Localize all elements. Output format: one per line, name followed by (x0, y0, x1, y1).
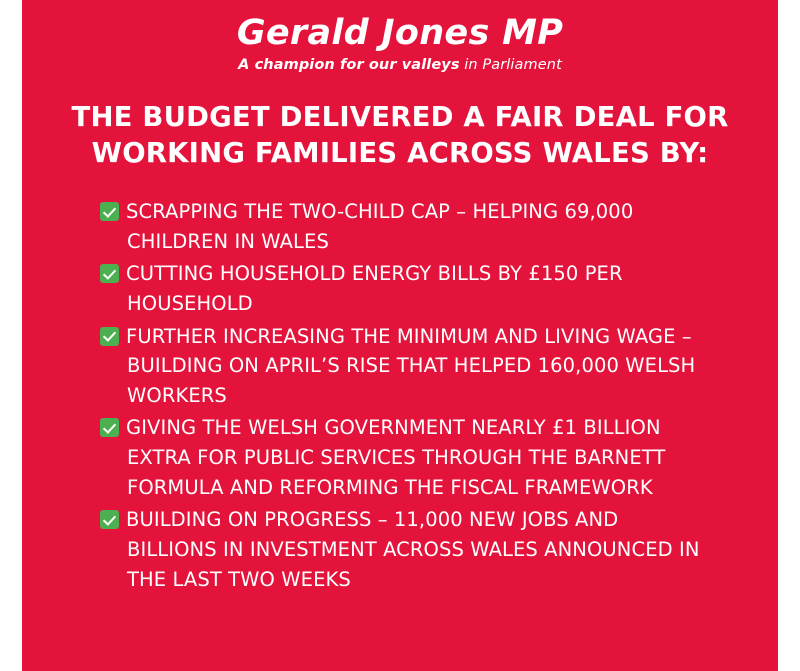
list-item-label: BUILDING ON PROGRESS – 11,000 NEW JOBS AND BILLIONS IN INVESTMENT ACROSS WALES ANNOUNCED IN THE LAST TWO WEEKS (126, 508, 700, 591)
tagline-plain-part: in Parliament (459, 56, 562, 73)
mp-name: Gerald Jones MP (236, 13, 564, 53)
green-check-icon (100, 510, 119, 529)
list-item (100, 197, 708, 256)
list-item (100, 413, 708, 502)
list-item-label: SCRAPPING THE TWO-CHILD CAP – HELPING 69,000 CHILDREN IN WALES (126, 200, 634, 253)
list-item-label: CUTTING HOUSEHOLD ENERGY BILLS BY £150 PER HOUSEHOLD (126, 262, 623, 315)
green-check-icon (100, 202, 119, 221)
green-check-icon (100, 327, 119, 346)
list-item (100, 259, 708, 318)
page-title: THE BUDGET DELIVERED A FAIR DEAL FOR WORKING FAMILIES ACROSS WALES BY: (71, 100, 729, 169)
graphic-header (22, 0, 778, 73)
list-item (100, 322, 708, 411)
mp-tagline (22, 57, 778, 73)
list-item-label: FURTHER INCREASING THE MINIMUM AND LIVING WAGE – BUILDING ON APRIL’S RISE THAT HELPED 160,000 WELSH WORKERS (126, 324, 696, 407)
points-list (22, 197, 778, 594)
campaign-graphic (22, 0, 778, 671)
green-check-icon (100, 418, 119, 437)
list-item (100, 505, 708, 594)
green-check-icon (100, 264, 119, 283)
list-item-label: GIVING THE WELSH GOVERNMENT NEARLY £1 BILLION EXTRA FOR PUBLIC SERVICES THROUGH THE BARNETT FORMULA AND REFORMING THE FISCAL FRAMEWORK (126, 416, 666, 499)
tagline-bold-part: A champion for our valleys (238, 56, 460, 73)
